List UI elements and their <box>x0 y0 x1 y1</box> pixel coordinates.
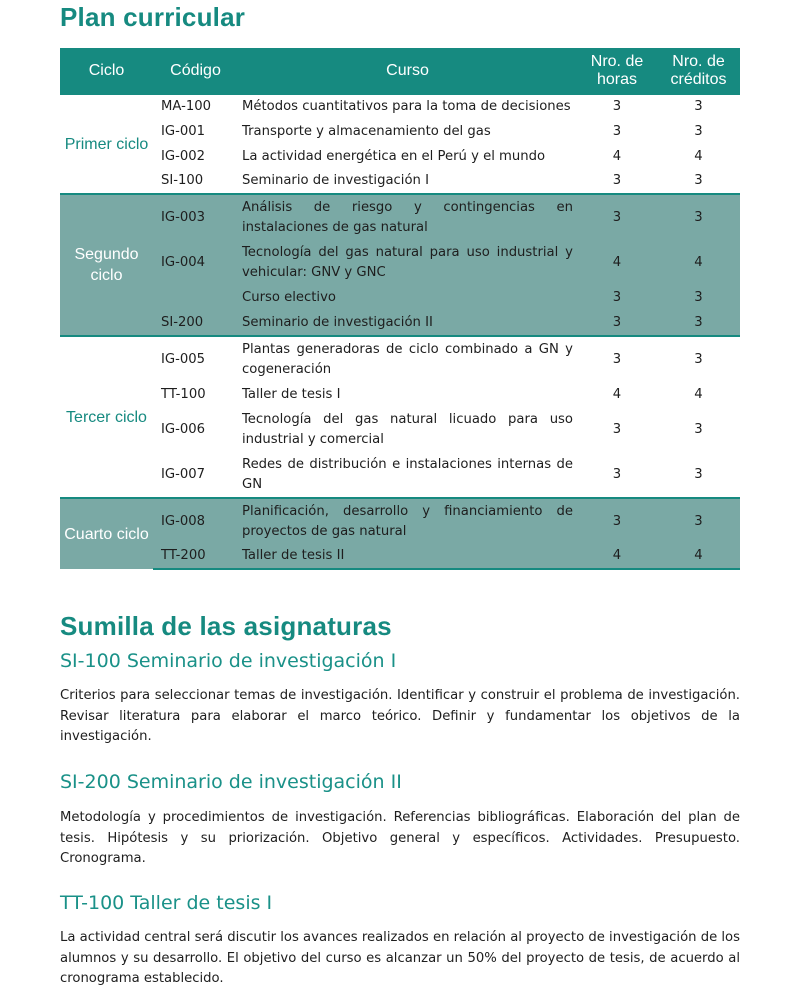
header-credits: Nro. de créditos <box>657 48 740 94</box>
course-code: IG-008 <box>153 498 238 544</box>
table-row <box>60 453 740 498</box>
course-code: IG-004 <box>153 240 238 285</box>
course-name: La actividad energética en el Perú y el mundo <box>242 148 546 164</box>
course-credits: 3 <box>657 311 740 336</box>
course-hours: 4 <box>612 148 622 164</box>
course-name: Taller de tesis I <box>242 386 341 402</box>
cycle-label: Primer ciclo <box>60 94 153 194</box>
header-course: Curso <box>238 48 577 94</box>
table-row <box>60 311 740 336</box>
course-credits: 3 <box>657 498 740 544</box>
course-name: Redes de distribución e instalaciones internas de GN <box>242 457 573 492</box>
course-name: Curso electivo <box>238 285 577 311</box>
course-summary-si-200: Metodología y procedimientos de investigación. Referencias bibliográficas. Elaboración del plan de tesis. Hipótesis y su priorización. Objetivo general y específicos. Actividades. Presupuesto. Cronograma. <box>60 810 740 866</box>
course-code: SI-100 <box>161 173 204 188</box>
course-credits: 3 <box>657 194 740 240</box>
course-credits: 3 <box>657 94 740 119</box>
course-name: Planificación, desarrollo y financiamiento de proyectos de gas natural <box>238 498 577 544</box>
course-name: Seminario de investigación II <box>238 311 577 336</box>
course-name: Taller de tesis II <box>238 544 577 569</box>
course-code: IG-006 <box>161 422 206 437</box>
table-row <box>60 382 740 407</box>
course-summary-si-100: Criterios para seleccionar temas de investigación. Identificar y construir el problema de investigación. Revisar literatura para elaborar el marco teórico. Definir y fundamentar los objetivos de la investigación. <box>60 688 740 744</box>
header-code: Código <box>153 48 238 94</box>
curriculum-table <box>60 48 740 570</box>
table-header-row <box>60 48 740 94</box>
course-hours: 3 <box>577 94 657 119</box>
cycle-label: Tercer ciclo <box>60 336 153 498</box>
sumilla-title: Sumilla de las asignaturas <box>60 611 392 641</box>
cycle-label: Cuarto ciclo <box>60 498 153 569</box>
course-code: IG-003 <box>153 194 238 240</box>
table-row <box>60 240 740 285</box>
course-heading-tt-100: TT-100 Taller de tesis I <box>60 892 273 914</box>
course-code: TT-200 <box>153 544 238 569</box>
course-name: Análisis de riesgo y contingencias en instalaciones de gas natural <box>238 194 577 240</box>
course-credits: 3 <box>694 173 703 188</box>
course-hours: 3 <box>612 123 622 139</box>
header-cycle: Ciclo <box>60 48 153 94</box>
course-name: Tecnología del gas natural licuado para uso industrial y comercial <box>242 412 573 447</box>
course-hours: 3 <box>577 498 657 544</box>
course-code: IG-002 <box>161 148 206 164</box>
course-code: IG-007 <box>161 467 206 482</box>
course-summary-tt-100: La actividad central será discutir los avances realizados en relación al proyecto de investigación de los alumnos y su desarrollo. El objetivo del curso es alcanzar un 50% del proyecto de tesis, de acuerdo al cronograma establecido. <box>60 930 740 986</box>
course-credits: 4 <box>657 544 740 569</box>
course-credits: 3 <box>694 123 703 139</box>
course-credits: 3 <box>694 467 703 482</box>
course-hours: 3 <box>577 336 657 382</box>
course-name: Seminario de investigación I <box>242 173 429 188</box>
course-hours: 3 <box>577 194 657 240</box>
course-credits: 4 <box>694 386 703 402</box>
course-credits: 3 <box>657 285 740 311</box>
table-row <box>60 94 740 119</box>
course-hours: 3 <box>577 285 657 311</box>
course-hours: 4 <box>577 544 657 569</box>
course-credits: 3 <box>694 422 703 437</box>
table-row <box>60 498 740 544</box>
table-row <box>60 336 740 382</box>
table-row <box>60 544 740 569</box>
course-heading-si-100: SI-100 Seminario de investigación I <box>60 650 397 672</box>
course-hours: 4 <box>612 386 622 402</box>
cycle-label: Segundo ciclo <box>60 194 153 336</box>
table-row <box>60 144 740 169</box>
course-code: TT-100 <box>161 386 206 402</box>
course-name: Plantas generadoras de ciclo combinado a GN y cogeneración <box>238 336 577 382</box>
course-heading-si-200: SI-200 Seminario de investigación II <box>60 771 402 793</box>
course-hours: 3 <box>612 422 622 437</box>
course-hours: 3 <box>612 173 622 188</box>
course-name: Métodos cuantitativos para la toma de decisiones <box>238 94 577 119</box>
table-row <box>60 119 740 144</box>
course-credits: 4 <box>694 148 703 164</box>
course-credits: 3 <box>657 336 740 382</box>
course-code <box>153 285 238 311</box>
course-code: SI-200 <box>153 311 238 336</box>
course-name: Tecnología del gas natural para uso industrial y vehicular: GNV y GNC <box>238 240 577 285</box>
header-hours: Nro. de horas <box>577 48 657 94</box>
course-code: MA-100 <box>153 94 238 119</box>
course-code: IG-001 <box>161 123 206 139</box>
course-hours: 3 <box>612 467 622 482</box>
course-hours: 4 <box>577 240 657 285</box>
course-hours: 3 <box>577 311 657 336</box>
course-credits: 4 <box>657 240 740 285</box>
table-row <box>60 407 740 453</box>
plan-title: Plan curricular <box>60 2 246 32</box>
table-row <box>60 169 740 194</box>
course-code: IG-005 <box>153 336 238 382</box>
course-name: Transporte y almacenamiento del gas <box>242 123 491 139</box>
table-row <box>60 194 740 240</box>
table-row <box>60 285 740 311</box>
